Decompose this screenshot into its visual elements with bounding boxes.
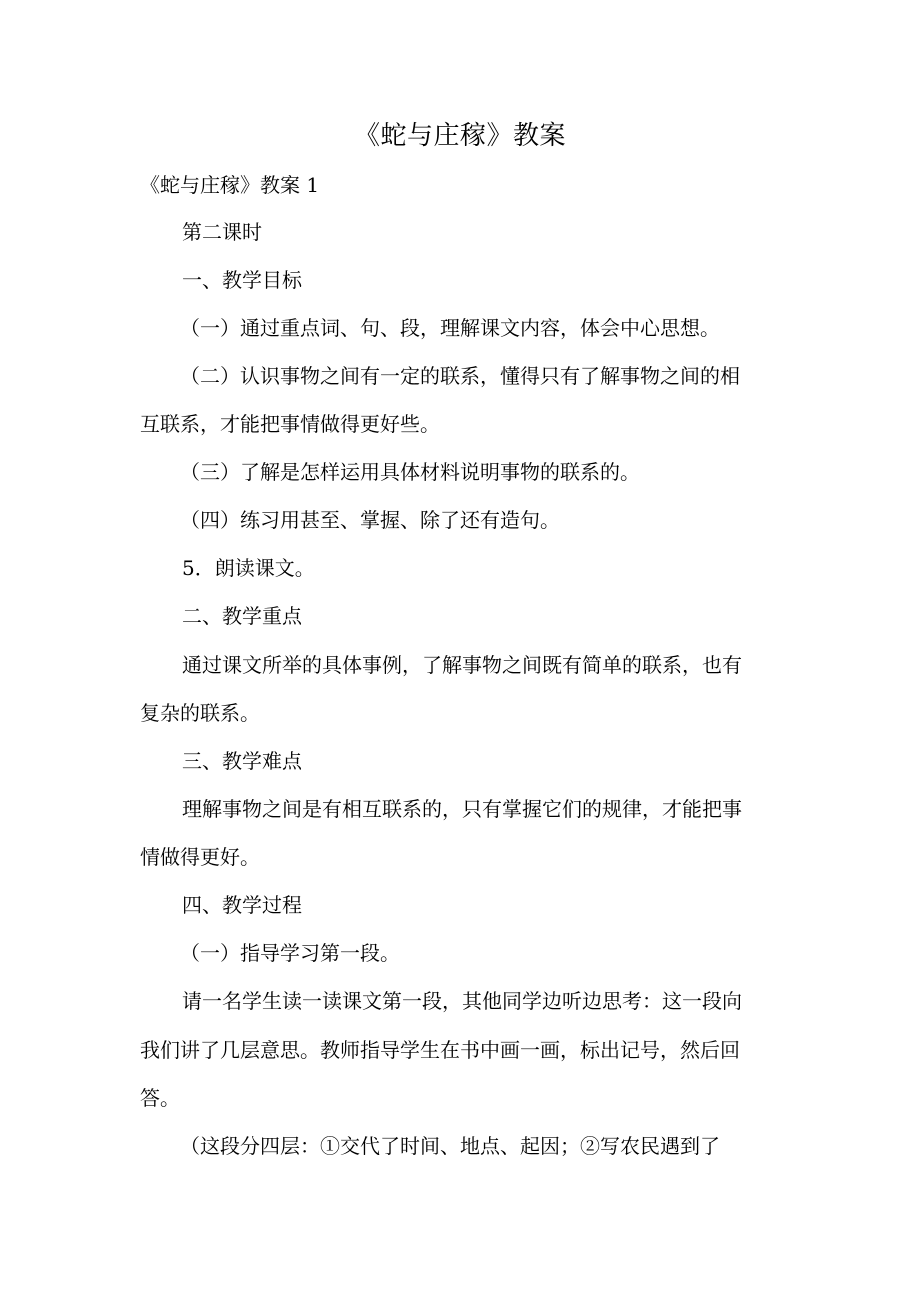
paragraph-line: 5．朗读课文。 bbox=[182, 556, 315, 580]
paragraph-line: 请一名学生读一读课文第一段，其他同学边听边思考：这一段向 bbox=[182, 989, 742, 1013]
paragraph-line: （四）练习用甚至、掌握、除了还有造句。 bbox=[180, 508, 560, 532]
paragraph-line: 理解事物之间是有相互联系的，只有掌握它们的规律，才能把事 bbox=[182, 797, 742, 821]
section-heading: 四、教学过程 bbox=[182, 893, 302, 917]
paragraph-line: （二）认识事物之间有一定的联系，懂得只有了解事物之间的相 bbox=[180, 364, 740, 388]
paragraph-line: （这段分四层：①交代了时间、地点、起因；②写农民遇到了 bbox=[180, 1134, 720, 1158]
paragraph-line: 第二课时 bbox=[182, 220, 262, 244]
paragraph-line: 复杂的联系。 bbox=[140, 701, 260, 725]
paragraph-line: 互联系，才能把事情做得更好些。 bbox=[140, 412, 440, 436]
document-title: 《蛇与庄稼》教案 bbox=[353, 121, 566, 151]
section-heading: 一、教学目标 bbox=[182, 268, 302, 292]
paragraph-line: 我们讲了几层意思。教师指导学生在书中画一画，标出记号，然后回 bbox=[140, 1038, 740, 1062]
paragraph-line: （一）通过重点词、句、段，理解课文内容，体会中心思想。 bbox=[180, 316, 720, 340]
section-heading: 二、教学重点 bbox=[182, 604, 302, 628]
paragraph-line: （一）指导学习第一段。 bbox=[180, 941, 400, 965]
section-heading: 三、教学难点 bbox=[182, 749, 302, 773]
paragraph-line: （三）了解是怎样运用具体材料说明事物的联系的。 bbox=[180, 460, 640, 484]
paragraph-line: 情做得更好。 bbox=[140, 845, 260, 869]
paragraph-line: 答。 bbox=[140, 1086, 180, 1110]
paragraph-line: 通过课文所举的具体事例，了解事物之间既有简单的联系，也有 bbox=[182, 653, 742, 677]
document-subtitle: 《蛇与庄稼》教案 1 bbox=[140, 173, 320, 197]
